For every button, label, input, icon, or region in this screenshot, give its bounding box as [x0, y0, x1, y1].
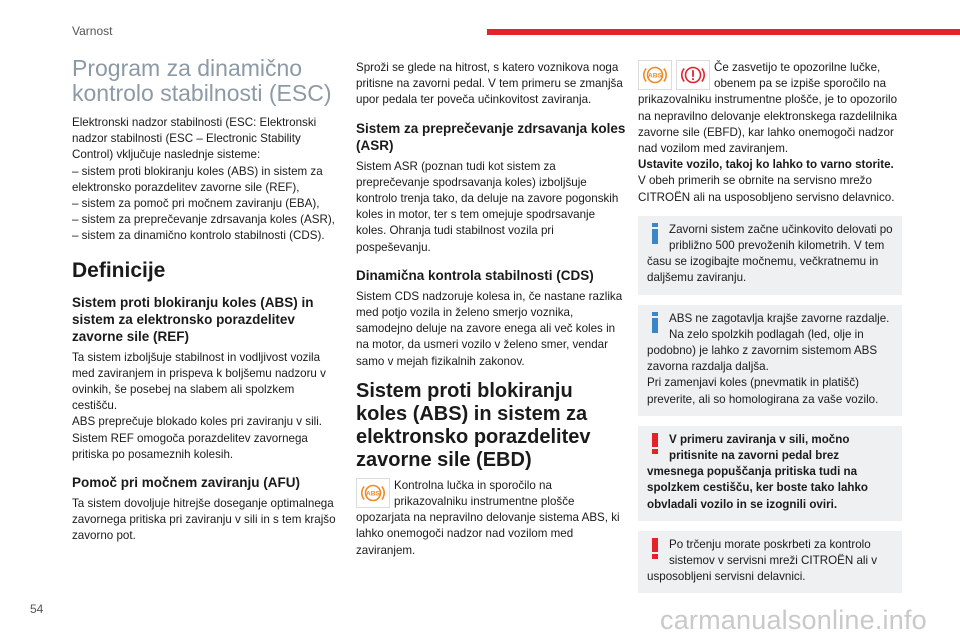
exclamation-warning-icon: [647, 537, 663, 561]
info-icon: [647, 222, 663, 246]
column-right: [638, 60, 902, 593]
warning-note-after-collision-text: Po trčenju morate poskrbeti za kontrolo sistemov v servisni mreži CITROËN ali v usposobljeni servisni delavnici.: [647, 537, 878, 584]
definitions-heading: Definicije: [72, 258, 166, 282]
info-note-break-in-text: Zavorni sistem začne učinkovito delovati po približno 500 prevoženih kilometrih. V tem času se izogibajte močnemu, večkratnemu in daljšemu zaviranju.: [647, 222, 893, 285]
service-text: V obeh primerih se obrnite na servisno mrežo CITROËN ali na usposobljeno servisno delavnico.: [638, 174, 895, 204]
afu-heading: Pomoč pri močnem zaviranju (AFU): [72, 475, 301, 491]
lamps-text: Če zasvetijo te opozorilne lučke, obenem pa se izpiše sporočilo na prikazovalniku instrumentne plošče, je to opozorilo na nepravilno delovanje elektronskega razdelilnika zavorne sile (EBFD), kar lahko onemogoči nadzor nad vozilom med zaviranjem.: [638, 61, 898, 156]
watermark: carmanualsonline.info: [660, 605, 927, 635]
info-note-break-in: [638, 216, 902, 295]
abs-ref-text: Ta sistem izboljšuje stabilnost in vodljivost vozila med zaviranjem in prispeva k boljšemu nadzoru v ovinkih, še posebej na slabem ali spolzkem cestišču. ABS preprečuje blokado koles pri zaviranju v sili. Sistem REF omogoča porazdelitev zavornega pritiska po posameznih kolesih.: [72, 350, 326, 461]
page-title: Program za dinamično kontrolo stabilnosti (ESC): [72, 55, 332, 106]
esc-intro: Elektronski nadzor stabilnosti (ESC: Elektronski nadzor stabilnosti (ESC – Electronic Stability Control) vključuje naslednje sisteme: – sistem proti blokiranju koles (ABS) in sistem za elektronsko porazdelitev zavorne sile (REF), – sistem za pomoč pri močnem zaviranju (EBA), – sistem za preprečevanje zdrsavanja koles (ASR), – sistem za dinamično kontrolo stabilnosti (CDS).: [72, 116, 335, 243]
info-note-abs-distance-text: ABS ne zagotavlja krajše zavorne razdalje. Na zelo spolzkih podlagah (led, olje in podobno) je lahko z zavornim sistemom ABS zavorna razdalja daljša. Pri zamenjavi koles (pnevmatik in platišč) preverite, ali so homologirana za vaše vozilo.: [647, 311, 890, 406]
page-number: 54: [30, 602, 44, 616]
cds-text: Sistem CDS nadzoruje kolesa in, če nastane razlika med potjo vozila in želeno smerjo voznika, samodejno deluje na zavore enega ali več koles in na motor, da usmeri vozilo v želeno smer, vendar samo v mejah fizikalnih zakonov.: [356, 289, 623, 368]
warning-note-emergency-braking: [638, 426, 902, 521]
exclamation-warning-icon: [647, 432, 663, 456]
section-color-bar: [487, 29, 960, 35]
warning-note-emergency-braking-text: V primeru zaviranja v sili, močno pritisnite na zavorni pedal brez vmesnega popuščanja pritiska tudi na spolzkem cestišču, ker boste tako lahko obvladali vozilo in se izognili oviri.: [647, 432, 869, 511]
abs-icon-label: ABS: [648, 72, 662, 80]
stop-vehicle-text: Ustavite vozilo, takoj ko lahko to varno storite.: [638, 158, 894, 172]
info-note-abs-distance: [638, 305, 902, 416]
asr-text: Sistem ASR (poznan tudi kot sistem za preprečevanje spodrsavanja koles) izboljšuje kontrolo trenja tako, da deluje na zavore pogonskih koles in motor, ter s tem omejuje spodrsavanje koles. Ohranja tudi stabilnost vozila pri pospeševanju.: [356, 159, 619, 254]
abs-ebd-heading: Sistem proti blokiranju koles (ABS) in sistem za elektronsko porazdelitev zavorne sile (EBD): [356, 379, 591, 471]
asr-heading: Sistem za preprečevanje zdrsavanja koles (ASR): [356, 120, 626, 153]
warning-note-after-collision: [638, 531, 902, 594]
cds-heading: Dinamična kontrola stabilnosti (CDS): [356, 267, 594, 283]
abs-lamp-paragraph: [356, 478, 628, 559]
abs-ref-heading: Sistem proti blokiranju koles (ABS) in sistem za elektronsko porazdelitev zavorne sile (REF): [72, 294, 314, 344]
afu-text: Ta sistem dovoljuje hitrejše doseganje optimalnega zavornega pritiska pri zaviranju v sili in s tem krajšo zavorno pot.: [72, 497, 336, 543]
abs-warning-lamp-icon: [638, 60, 672, 90]
abs-lamp-text: Kontrolna lučka in sporočilo na prikazovalniku instrumentne plošče opozarjata na nepravilno delovanje sistema ABS, ki lahko onemogoči nadzor nad vozilom med zaviranjem.: [356, 478, 620, 557]
column-middle: [356, 60, 628, 559]
brake-warning-lamp-icon: [676, 60, 710, 90]
lamps-paragraph: [638, 60, 902, 157]
section-label: Varnost: [72, 24, 113, 38]
abs-icon-label: ABS: [366, 490, 380, 498]
info-icon: [647, 311, 663, 335]
abs-warning-lamp-icon: [356, 478, 390, 508]
column-left: [72, 56, 342, 545]
afu-continued-text: Sproži se glede na hitrost, s katero voznikova noga pritisne na zavorni pedal. V tem primeru se zmanjša upor pedala ter poveča učinkovitost zaviranja.: [356, 61, 623, 107]
